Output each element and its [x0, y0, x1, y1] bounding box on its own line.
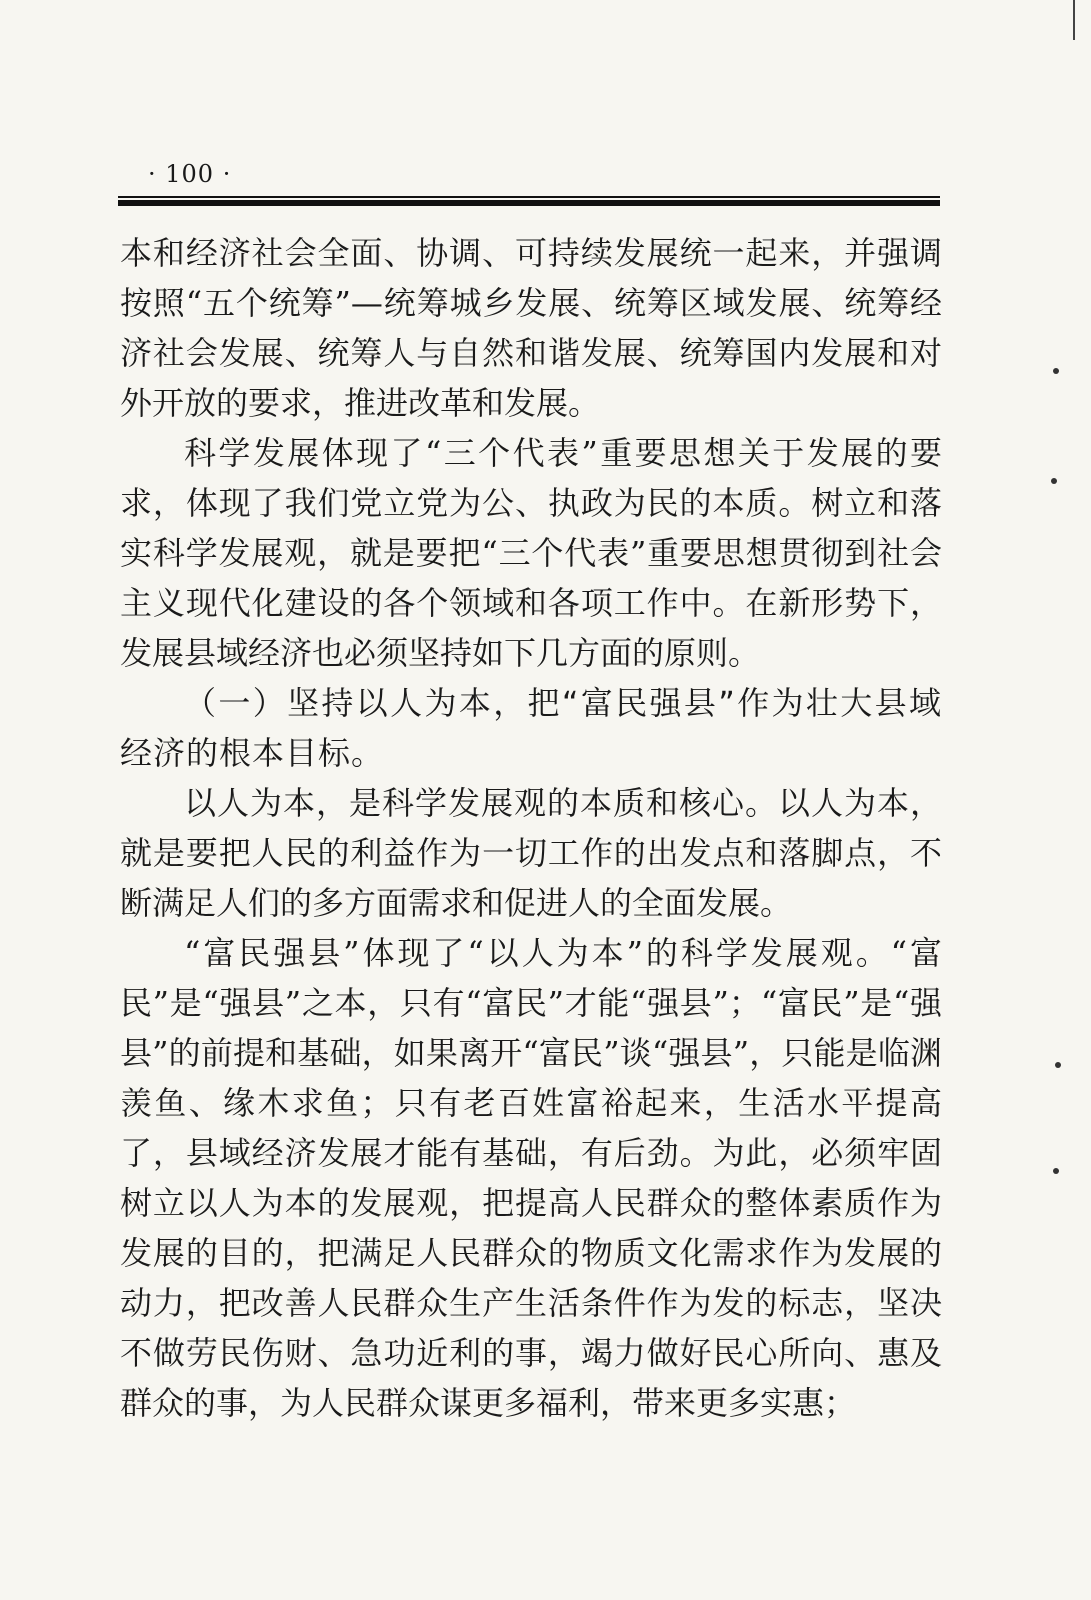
- scan-speck: [1051, 478, 1057, 484]
- paragraph-rich-people-strong-county: “富民强县”体现了“以人为本”的科学发展观。“富民”是“强县”之本，只有“富民”才能“强县”；“富民”是“强县”的前提和基础，如果离开“富民”谈“强县”，只能是临渊羡鱼、缘木求鱼；只有老百姓富裕起来，生活水平提高了，县域经济发展才能有基础，有后劲。为此，必须牢固树立以人为本的发展观，把提高人民群众的整体素质作为发展的目的，把满足人民群众的物质文化需求作为发展的动力，把改善人民群众生产生活条件作为发的标志，坚决不做劳民伤财、急功近利的事，竭力做好民心所向、惠及群众的事，为人民群众谋更多福利，带来更多实惠；: [120, 934, 942, 1422]
- scan-edge-line: [1073, 0, 1075, 40]
- paragraph-continuation: 本和经济社会全面、协调、可持续发展统一起来，并强调按照“五个统筹”—统筹城乡发展、统筹区域发展、统筹经济社会发展、统筹人与自然和谐发展、统筹国内发展和对外开放的要求，推进改革和发展。: [120, 234, 942, 422]
- header-rule-thin: [118, 196, 940, 198]
- page-body: [120, 228, 942, 1428]
- scan-speck: [1053, 1168, 1059, 1174]
- section-heading: （一）坚持以人为本，把“富民强县”作为壮大县域经济的根本目标。: [120, 684, 942, 772]
- paragraph-people-oriented: 以人为本，是科学发展观的本质和核心。以人为本，就是要把人民的利益作为一切工作的出发点和落脚点，不断满足人们的多方面需求和促进人的全面发展。: [120, 784, 942, 922]
- scan-speck: [1053, 368, 1059, 374]
- page-number: · 100 ·: [148, 160, 232, 188]
- header-rule-thick: [118, 200, 940, 206]
- paragraph-scientific-development: 科学发展体现了“三个代表”重要思想关于发展的要求，体现了我们党立党为公、执政为民的本质。树立和落实科学发展观，就是要把“三个代表”重要思想贯彻到社会主义现代化建设的各个领域和各项工作中。在新形势下，发展县域经济也必须坚持如下几方面的原则。: [120, 434, 942, 672]
- scan-speck: [1055, 1062, 1061, 1068]
- page-header: [118, 158, 940, 206]
